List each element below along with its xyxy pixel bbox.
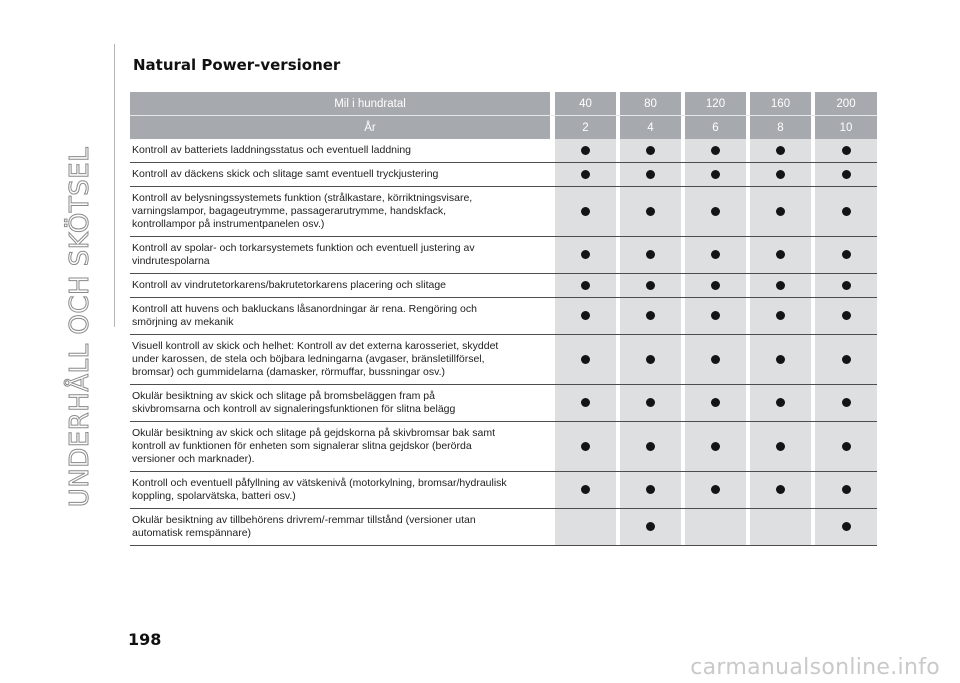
check-dot-icon [646,146,655,155]
table-row [130,163,877,187]
check-dot-icon [842,398,851,407]
check-dot-icon [776,281,785,290]
check-dot-icon [581,442,590,451]
interval-cell [815,274,877,298]
maintenance-task-text: Okulär besiktning av skick och slitage på gejdskorna på skivbromsar bak samt kontroll av funktionen för enheten som signalerar slitna gejdskor (berörda versioner och marknader). [130,422,550,472]
check-dot-icon [842,311,851,320]
interval-cell [685,385,746,422]
interval-cell [685,274,746,298]
check-dot-icon [711,311,720,320]
interval-cell [685,237,746,274]
check-dot-icon [776,207,785,216]
check-dot-icon [581,146,590,155]
interval-cell [815,472,877,509]
maintenance-task-text: Okulär besiktning av tillbehörens drivrem/-remmar tillstånd (versioner utan automatisk remspännare) [130,509,550,546]
check-dot-icon [581,281,590,290]
interval-cell [620,187,681,237]
check-dot-icon [646,485,655,494]
check-dot-icon [646,281,655,290]
interval-cell [750,237,811,274]
header-interval-value: 6 [685,116,746,140]
check-dot-icon [711,281,720,290]
interval-cell [750,187,811,237]
interval-cell [555,385,616,422]
section-title: Natural Power-versioner [133,56,341,74]
interval-cell [815,385,877,422]
check-dot-icon [646,311,655,320]
interval-cell [685,472,746,509]
interval-cell [620,139,681,163]
header-row-years [130,116,877,140]
side-section-title-text: UNDERHÅLL OCH SKÖTSEL [65,146,95,508]
interval-cell [750,385,811,422]
interval-cell [555,509,616,546]
check-dot-icon [581,207,590,216]
check-dot-icon [842,146,851,155]
table-row [130,139,877,163]
interval-cell [620,422,681,472]
header-label: Mil i hundratal [130,92,550,116]
check-dot-icon [776,355,785,364]
check-dot-icon [711,442,720,451]
check-dot-icon [842,281,851,290]
header-interval-value: 200 [815,92,877,116]
header-interval-value: 2 [555,116,616,140]
interval-cell [620,509,681,546]
check-dot-icon [711,170,720,179]
maintenance-task-text: Visuell kontroll av skick och helhet: Kontroll av det externa karosseriet, skyddet under karossen, de stela och böjbara ledningarna (avgaser, bränsletillförsel, bromsar) och gummidelarna (damasker, rörmuffar, bussningar osv.) [130,335,550,385]
interval-cell [555,335,616,385]
table-row [130,187,877,237]
header-interval-value: 160 [750,92,811,116]
check-dot-icon [646,522,655,531]
check-dot-icon [776,442,785,451]
check-dot-icon [842,170,851,179]
check-dot-icon [776,250,785,259]
interval-cell [620,335,681,385]
header-interval-value: 4 [620,116,681,140]
interval-cell [555,472,616,509]
check-dot-icon [646,207,655,216]
check-dot-icon [646,355,655,364]
maintenance-table [130,92,877,546]
interval-cell [815,139,877,163]
interval-cell [685,139,746,163]
check-dot-icon [646,398,655,407]
header-interval-value: 40 [555,92,616,116]
check-dot-icon [711,207,720,216]
header-interval-value: 80 [620,92,681,116]
maintenance-task-text: Kontroll av däckens skick och slitage samt eventuell tryckjustering [130,163,550,187]
header-interval-value: 10 [815,116,877,140]
interval-cell [750,163,811,187]
interval-cell [555,163,616,187]
interval-cell [620,385,681,422]
check-dot-icon [776,398,785,407]
check-dot-icon [776,170,785,179]
interval-cell [620,298,681,335]
table-row [130,298,877,335]
interval-cell [750,335,811,385]
maintenance-task-text: Okulär besiktning av skick och slitage på bromsbeläggen fram på skivbromsarna och kontroll av signaleringsfunktionen för slitna belägg [130,385,550,422]
interval-cell [815,422,877,472]
table-row [130,422,877,472]
interval-cell [685,422,746,472]
interval-cell [815,509,877,546]
check-dot-icon [581,311,590,320]
maintenance-task-text: Kontroll att huvens och bakluckans låsanordningar är rena. Rengöring och smörjning av mekanik [130,298,550,335]
check-dot-icon [581,355,590,364]
maintenance-task-text: Kontroll av vindrutetorkarens/bakrutetorkarens placering och slitage [130,274,550,298]
check-dot-icon [581,398,590,407]
check-dot-icon [711,485,720,494]
check-dot-icon [711,355,720,364]
interval-cell [750,509,811,546]
maintenance-task-text: Kontroll av spolar- och torkarsystemets funktion och eventuell justering av vindrutespolarna [130,237,550,274]
interval-cell [815,237,877,274]
check-dot-icon [842,522,851,531]
interval-cell [815,163,877,187]
watermark: carmanualsonline.info [690,655,940,680]
check-dot-icon [842,250,851,259]
check-dot-icon [646,170,655,179]
header-row-distance [130,92,877,116]
check-dot-icon [646,250,655,259]
check-dot-icon [776,485,785,494]
interval-cell [685,187,746,237]
check-dot-icon [842,207,851,216]
table-row [130,237,877,274]
header-label: År [130,116,550,140]
interval-cell [685,335,746,385]
interval-cell [555,237,616,274]
interval-cell [685,509,746,546]
interval-cell [620,274,681,298]
check-dot-icon [711,146,720,155]
interval-cell [620,237,681,274]
interval-cell [555,139,616,163]
interval-cell [685,163,746,187]
check-dot-icon [842,442,851,451]
interval-cell [815,187,877,237]
table-row [130,274,877,298]
maintenance-task-text: Kontroll och eventuell påfyllning av vätskenivå (motorkylning, bromsar/hydraulisk koppling, spolarvätska, batteri osv.) [130,472,550,509]
table-row [130,335,877,385]
interval-cell [750,422,811,472]
header-interval-value: 8 [750,116,811,140]
check-dot-icon [842,355,851,364]
table-row [130,509,877,546]
interval-cell [750,139,811,163]
check-dot-icon [842,485,851,494]
interval-cell [750,274,811,298]
interval-cell [555,274,616,298]
header-interval-value: 120 [685,92,746,116]
interval-cell [555,422,616,472]
page-number: 198 [128,630,162,649]
check-dot-icon [711,250,720,259]
check-dot-icon [581,170,590,179]
check-dot-icon [711,398,720,407]
check-dot-icon [581,485,590,494]
check-dot-icon [646,442,655,451]
interval-cell [750,298,811,335]
interval-cell [685,298,746,335]
interval-cell [750,472,811,509]
side-divider [114,44,115,327]
table-row [130,472,877,509]
maintenance-task-text: Kontroll av batteriets laddningsstatus och eventuell laddning [130,139,550,163]
check-dot-icon [581,250,590,259]
interval-cell [555,298,616,335]
check-dot-icon [776,311,785,320]
interval-cell [620,163,681,187]
interval-cell [620,472,681,509]
check-dot-icon [776,146,785,155]
interval-cell [815,335,877,385]
interval-cell [555,187,616,237]
table-row [130,385,877,422]
interval-cell [815,298,877,335]
maintenance-task-text: Kontroll av belysningssystemets funktion (strålkastare, körriktningsvisare, varningslampor, bagageutrymme, passagerarutrymme, handskfack, kontrollampor på instrumentpanelen osv.) [130,187,550,237]
